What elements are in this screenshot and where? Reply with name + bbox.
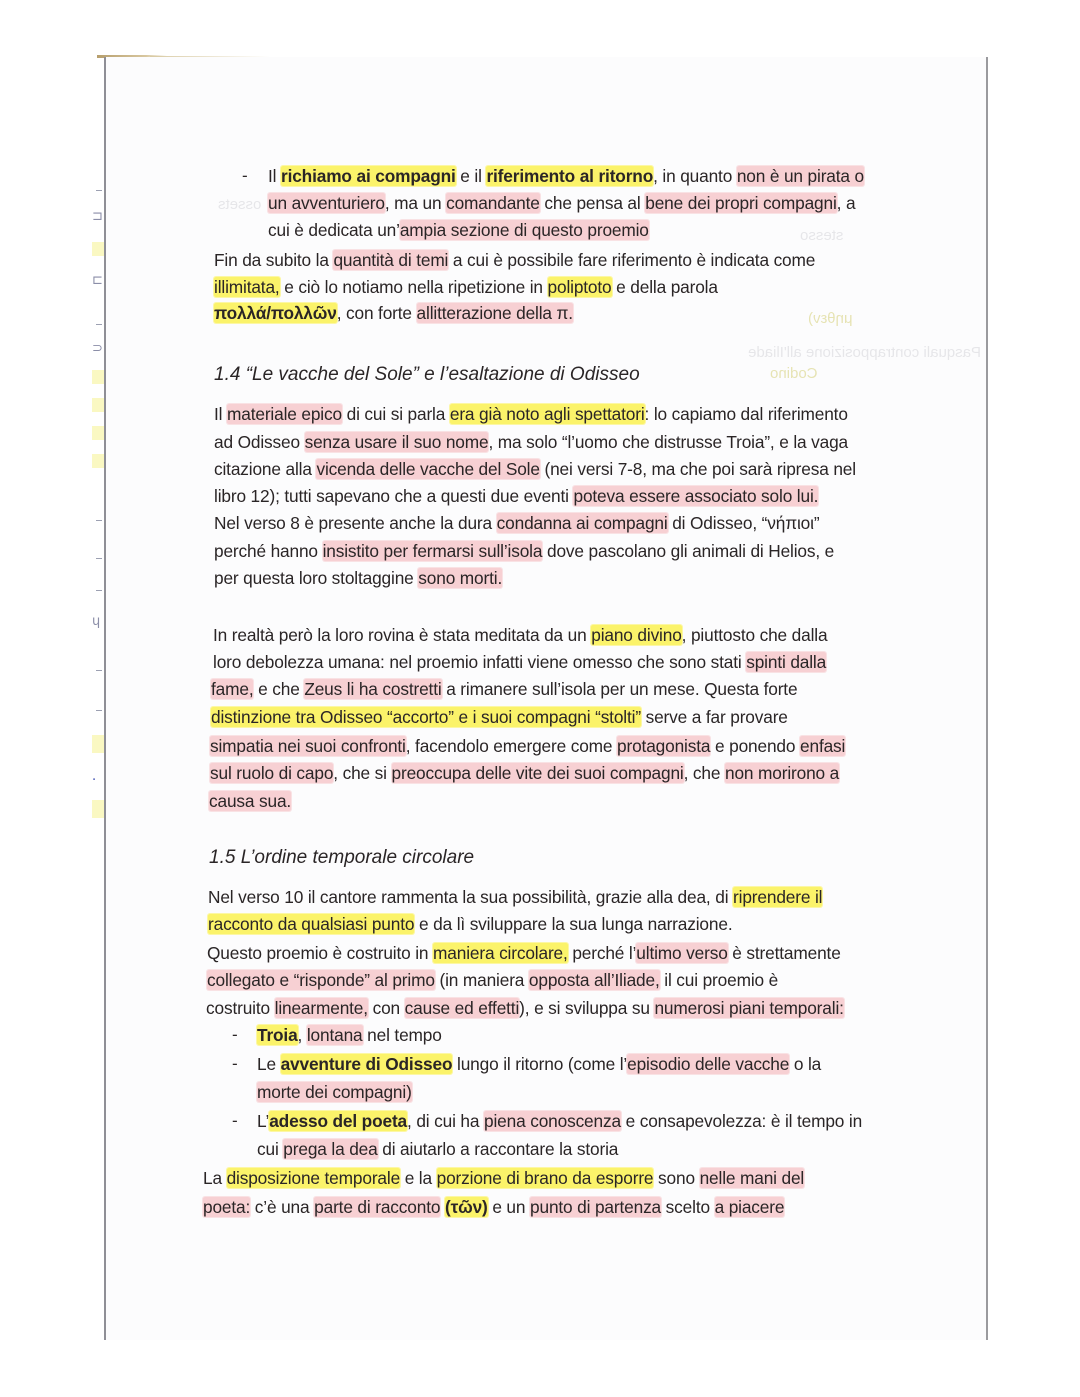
margin-glyph: [92, 454, 104, 468]
bullet-dash: -: [242, 166, 248, 185]
text-segment: che pensa al: [539, 193, 646, 213]
text-segment: Nel verso 8 è presente anche la dura: [214, 513, 497, 533]
text-line: [207, 969, 778, 991]
margin-glyph: ·: [92, 773, 97, 788]
highlighted-text: linearmente,: [274, 998, 368, 1018]
highlighted-text: poteva essere associato solo lui.: [573, 486, 819, 506]
list-item-line: [257, 1110, 862, 1132]
text-line: [211, 706, 788, 728]
highlighted-text: poliptoto: [547, 277, 612, 297]
margin-tick: [96, 710, 102, 711]
text-line: [268, 165, 864, 187]
margin-tick: [96, 558, 102, 559]
text-segment: e da lì sviluppare la sua lunga narrazione.: [414, 914, 733, 934]
text-segment: sono: [653, 1168, 700, 1188]
text-segment: è strettamente: [727, 943, 841, 963]
highlighted-text: adesso del poeta: [269, 1111, 408, 1131]
highlighted-text: nelle mani del: [699, 1168, 805, 1188]
bleed-through-text: Codino: [770, 365, 818, 382]
highlighted-text: episodio delle vacche: [627, 1054, 790, 1074]
bleed-through-text: μηθεν): [808, 310, 853, 327]
text-segment: e consapevolezza: è il tempo in: [620, 1111, 863, 1131]
highlighted-text: maniera circolare,: [433, 943, 568, 963]
highlighted-text: piano divino: [591, 625, 682, 645]
text-segment: (nei versi 7-8, ma che poi sarà ripresa nel: [539, 459, 856, 479]
highlighted-text: fame,: [211, 679, 254, 699]
margin-glyph: ⊐: [92, 209, 103, 224]
text-segment: Le: [257, 1054, 281, 1074]
text-segment: il cui proemio è: [659, 970, 779, 990]
text-segment: , piuttosto che dalla: [681, 625, 828, 645]
text-line: [214, 249, 815, 271]
text-line: [214, 512, 819, 534]
margin-tick: [96, 590, 102, 591]
text-segment: a cui è possibile fare riferimento è indicata come: [448, 250, 816, 270]
section-heading-1-4: 1.4 “Le vacche del Sole” e l’esaltazione di Odisseo: [214, 364, 640, 385]
text-segment: , facendolo emergere come: [405, 736, 618, 756]
text-line: [214, 302, 573, 324]
highlighted-text: porzione di brano da esporre: [436, 1168, 654, 1188]
text-segment: di cui si parla: [341, 404, 450, 424]
bullet-dash: -: [232, 1111, 238, 1130]
text-segment: serve a far provare: [640, 707, 788, 727]
text-segment: a rimanere sull’isola per un mese. Questa forte: [441, 679, 798, 699]
text-line: [211, 678, 797, 700]
highlighted-text: spinti dalla: [746, 652, 827, 672]
text-line: [209, 790, 291, 812]
text-segment: , che: [683, 763, 725, 783]
margin-glyph: [92, 426, 104, 440]
text-line: [208, 913, 732, 935]
highlighted-text: prega la dea: [283, 1139, 378, 1159]
text-line: [208, 886, 822, 908]
text-line: [268, 192, 855, 214]
highlighted-text: insistito per fermarsi sull’isola: [322, 541, 543, 561]
highlighted-text: non morirono a: [724, 763, 840, 783]
text-segment: e il: [455, 166, 487, 186]
list-item-line: [257, 1081, 412, 1103]
margin-glyph: [92, 398, 104, 412]
text-line: [214, 458, 856, 480]
margin-glyph: [92, 800, 104, 818]
text-segment: La: [203, 1168, 227, 1188]
text-segment: scelto: [661, 1197, 715, 1217]
text-line: [214, 276, 718, 298]
bullet-dash: -: [232, 1025, 238, 1044]
highlighted-text: protagonista: [617, 736, 711, 756]
text-segment: o la: [789, 1054, 822, 1074]
text-segment: cui: [257, 1139, 284, 1159]
highlighted-text: ultimo verso: [636, 943, 728, 963]
highlighted-text: disposizione temporale: [226, 1168, 401, 1188]
text-line: [210, 735, 845, 757]
highlighted-text: racconto da qualsiasi punto: [208, 914, 415, 934]
list-item-line: [257, 1138, 618, 1160]
text-segment: , in quanto: [653, 166, 737, 186]
highlighted-text: avventure di Odisseo: [280, 1054, 453, 1074]
text-line: [203, 1196, 784, 1218]
text-line: [213, 651, 826, 673]
text-segment: di aiutarlo a raccontare la storia: [377, 1139, 619, 1159]
margin-tick: [96, 670, 102, 671]
text-segment: libro 12); tutti sapevano che a questi due eventi: [214, 486, 574, 506]
text-line: [203, 1167, 804, 1189]
highlighted-text: collegato e “risponde” al primo: [207, 970, 435, 990]
margin-tick: [96, 190, 102, 191]
text-segment: e la: [400, 1168, 437, 1188]
text-segment: , di cui ha: [407, 1111, 485, 1131]
text-segment: c’è una: [250, 1197, 315, 1217]
highlighted-text: ampia sezione di questo proemio: [399, 220, 649, 240]
highlighted-text: richiamo ai compagni: [281, 166, 456, 186]
text-segment: ad Odisseo: [214, 432, 305, 452]
margin-bleed-marks: [92, 190, 106, 830]
highlighted-text: lontana: [306, 1025, 363, 1045]
highlighted-text: sul ruolo di capo: [210, 763, 334, 783]
highlighted-text: causa sua.: [209, 791, 292, 811]
text-line: [207, 942, 841, 964]
text-segment: per questa loro stoltaggine: [214, 568, 419, 588]
highlighted-text: era già noto agli spettatori: [449, 404, 645, 424]
highlighted-text: piena conoscenza: [484, 1111, 621, 1131]
text-segment: cui è dedicata un’: [268, 220, 400, 240]
highlighted-text: senza usare il suo nome: [304, 432, 489, 452]
margin-glyph: ⊃: [92, 341, 103, 356]
highlighted-text: cause ed effetti: [404, 998, 520, 1018]
text-segment: con: [367, 998, 405, 1018]
highlighted-text: enfasi: [800, 736, 846, 756]
highlighted-text: bene dei propri compagni: [645, 193, 837, 213]
highlighted-text: morte dei compagni): [257, 1082, 412, 1102]
highlighted-text: parte di racconto: [314, 1197, 441, 1217]
text-segment: , ma un: [384, 193, 447, 213]
text-segment: e ciò lo notiamo nella ripetizione in: [279, 277, 548, 297]
text-segment: e della parola: [611, 277, 718, 297]
bleed-through-text: ossets: [218, 196, 262, 213]
text-segment: Fin da subito la: [214, 250, 334, 270]
bullet-dash: -: [232, 1054, 238, 1073]
highlighted-text: distinzione tra Odisseo “accorto” e i suoi compagni “stolti”: [211, 707, 641, 727]
highlighted-text: numerosi piani temporali:: [654, 998, 844, 1018]
text-line: [214, 431, 848, 453]
highlighted-text: comandante: [446, 193, 540, 213]
text-line: [210, 762, 839, 784]
text-segment: costruito: [206, 998, 275, 1018]
text-segment: loro debolezza umana: nel proemio infatti viene omesso che sono stati: [213, 652, 747, 672]
highlighted-text: condanna ai compagni: [496, 513, 668, 533]
highlighted-text: poeta:: [203, 1197, 251, 1217]
highlighted-text: (τῶν): [444, 1197, 488, 1217]
highlighted-text: riprendere il: [733, 887, 823, 907]
highlighted-text: a piacere: [714, 1197, 785, 1217]
highlighted-text: preoccupa delle vite dei suoi compagni: [391, 763, 684, 783]
text-segment: e che: [253, 679, 305, 699]
text-segment: e ponendo: [710, 736, 801, 756]
text-segment: ,: [297, 1025, 307, 1045]
highlighted-text: riferimento al ritorno: [486, 166, 654, 186]
highlighted-text: allitterazione della π.: [416, 303, 573, 323]
text-segment: (in maniera: [434, 970, 529, 990]
bleed-through-text: stesso: [800, 227, 844, 244]
highlighted-text: opposta all’Iliade,: [528, 970, 660, 990]
text-line: [214, 567, 502, 589]
margin-tick: [96, 520, 102, 521]
text-segment: perché l’: [567, 943, 637, 963]
margin-tick: [96, 324, 102, 325]
text-segment: , ma solo “l’uomo che distrusse Troia”, e la vaga: [488, 432, 849, 452]
margin-glyph: [92, 735, 104, 753]
text-segment: di Odisseo, “νήπιοι”: [667, 513, 820, 533]
text-segment: ), e si sviluppa su: [519, 998, 655, 1018]
text-segment: nel tempo: [362, 1025, 442, 1045]
text-segment: : lo capiamo dal riferimento: [644, 404, 848, 424]
list-item-line: [257, 1024, 442, 1046]
text-segment: In realtà però la loro rovina è stata meditata da un: [213, 625, 592, 645]
text-segment: Questo proemio è costruito in: [207, 943, 434, 963]
text-segment: Nel verso 10 il cantore rammenta la sua possibilità, grazie alla dea, di: [208, 887, 734, 907]
section-heading-1-5: 1.5 L’ordine temporale circolare: [209, 847, 475, 868]
text-segment: , con forte: [336, 303, 417, 323]
text-segment: , che si: [333, 763, 392, 783]
text-segment: dove pascolano gli animali di Helios, e: [542, 541, 835, 561]
text-segment: citazione alla: [214, 459, 317, 479]
highlighted-text: simpatia nei suoi confronti: [210, 736, 406, 756]
highlighted-text: non è un pirata o: [736, 166, 864, 186]
text-line: [214, 540, 834, 562]
highlighted-text: πολλά/πολλῶν: [214, 303, 337, 323]
text-line: [214, 485, 818, 507]
list-item-line: [257, 1053, 821, 1075]
margin-glyph: [92, 370, 104, 384]
margin-glyph: ⊏: [92, 273, 103, 288]
text-segment: Il: [214, 404, 227, 424]
text-segment: lungo il ritorno (come l’: [452, 1054, 628, 1074]
highlighted-text: sono morti.: [418, 568, 503, 588]
text-segment: perché hanno: [214, 541, 323, 561]
text-line: [213, 624, 827, 646]
margin-glyph: ɥ: [92, 614, 101, 629]
bleed-through-text: Pasquali contrapposizione all'Iliade: [748, 344, 982, 361]
highlighted-text: Zeus li ha costretti: [304, 679, 442, 699]
text-line: [214, 403, 848, 425]
highlighted-text: Troia: [257, 1025, 298, 1045]
margin-glyph: [92, 242, 104, 256]
text-line: [268, 219, 649, 241]
highlighted-text: un avventuriero: [268, 193, 385, 213]
text-segment: Il: [268, 166, 281, 186]
text-segment: L’: [257, 1111, 270, 1131]
highlighted-text: illimitata,: [214, 277, 280, 297]
highlighted-text: quantità di temi: [333, 250, 449, 270]
highlighted-text: vicenda delle vacche del Sole: [316, 459, 540, 479]
highlighted-text: materiale epico: [227, 404, 342, 424]
text-line: [206, 997, 844, 1019]
highlighted-text: punto di partenza: [530, 1197, 662, 1217]
text-segment: e un: [487, 1197, 531, 1217]
text-segment: , a: [836, 193, 856, 213]
